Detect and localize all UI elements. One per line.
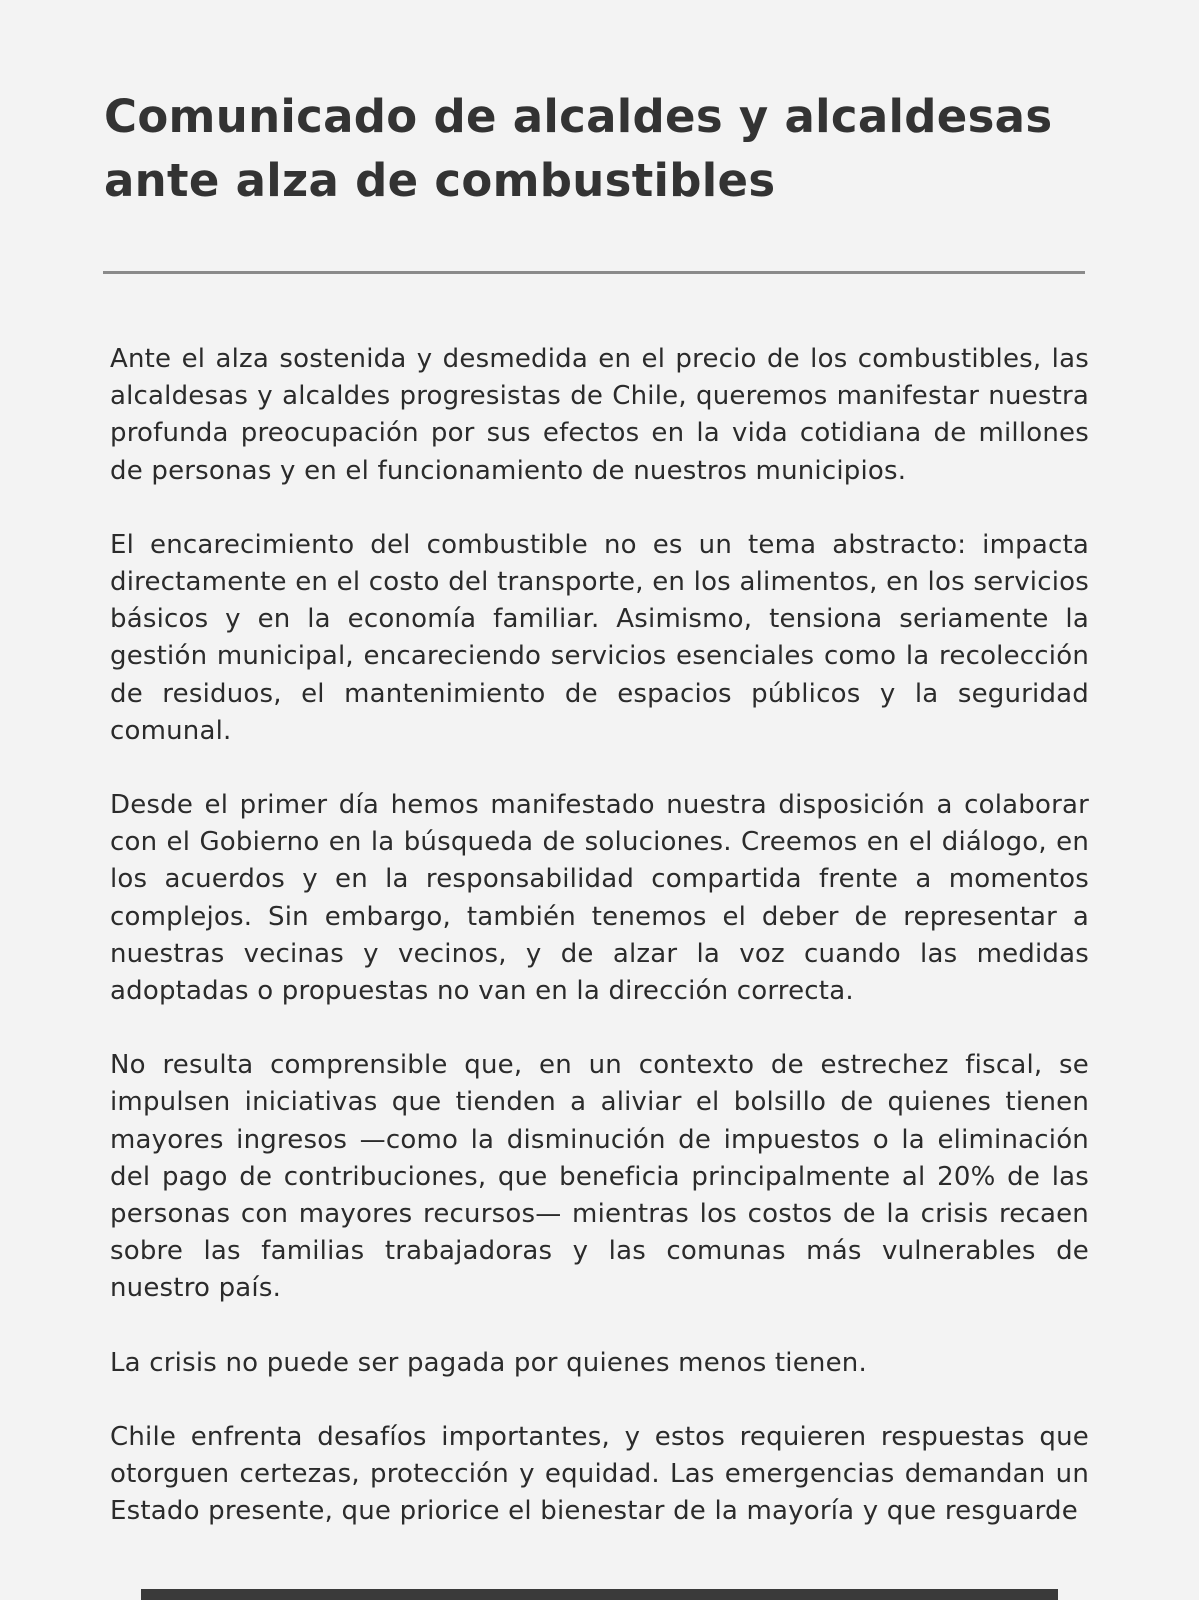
document-title: Comunicado de alcaldes y alcaldesas ante alza de combustibles (104, 90, 1053, 207)
paragraph: Desde el primer día hemos manifestado nuestra disposición a colaborar con el Gobierno en la búsqueda de soluciones. Creemos en el diálogo, en los acuerdos y en la responsabilidad compartida frente a momentos complejos. Sin embargo, también tenemos el deber de representar a nuestras vecinas y vecinos, y de alzar la voz cuando las medidas adoptadas o propuestas no van en la dirección correcta. (110, 790, 1089, 1007)
bottom-bar (141, 1589, 1058, 1600)
paragraph: El encarecimiento del combustible no es un tema abstracto: impacta directamente en el costo del transporte, en los alimentos, en los servicios básicos y en la economía familiar. Asimismo, tensiona seriamente la gestión municipal, encareciendo servicios esenciales como la recolección de residuos, el mantenimiento de espacios públicos y la seguridad comunal. (110, 529, 1089, 746)
document-body (110, 341, 1089, 1567)
paragraph: No resulta comprensible que, en un contexto de estrechez fiscal, se impulsen iniciativas que tienden a aliviar el bolsillo de quienes tienen mayores ingresos —como la disminución de impuestos o la eliminación del pago de contribuciones, que beneficia principalmente al 20% de las personas con mayores recursos— mientras los costos de la crisis recaen sobre las familias trabajadoras y las comunas más vulnerables de nuestro país. (110, 1050, 1089, 1304)
paragraph: Chile enfrenta desafíos importantes, y estos requieren respuestas que otorguen certezas, protección y equidad. Las emergencias demandan un Estado presente, que priorice el bienestar de la mayoría y que resguarde (110, 1421, 1089, 1527)
title-divider (103, 271, 1085, 274)
paragraph: Ante el alza sostenida y desmedida en el precio de los combustibles, las alcaldesas y alcaldes progresistas de Chile, queremos manifestar nuestra profunda preocupación por sus efectos en la vida cotidiana de millones de personas y en el funcionamiento de nuestros municipios. (110, 344, 1089, 486)
paragraph: La crisis no puede ser pagada por quienes menos tienen. (110, 1347, 867, 1378)
